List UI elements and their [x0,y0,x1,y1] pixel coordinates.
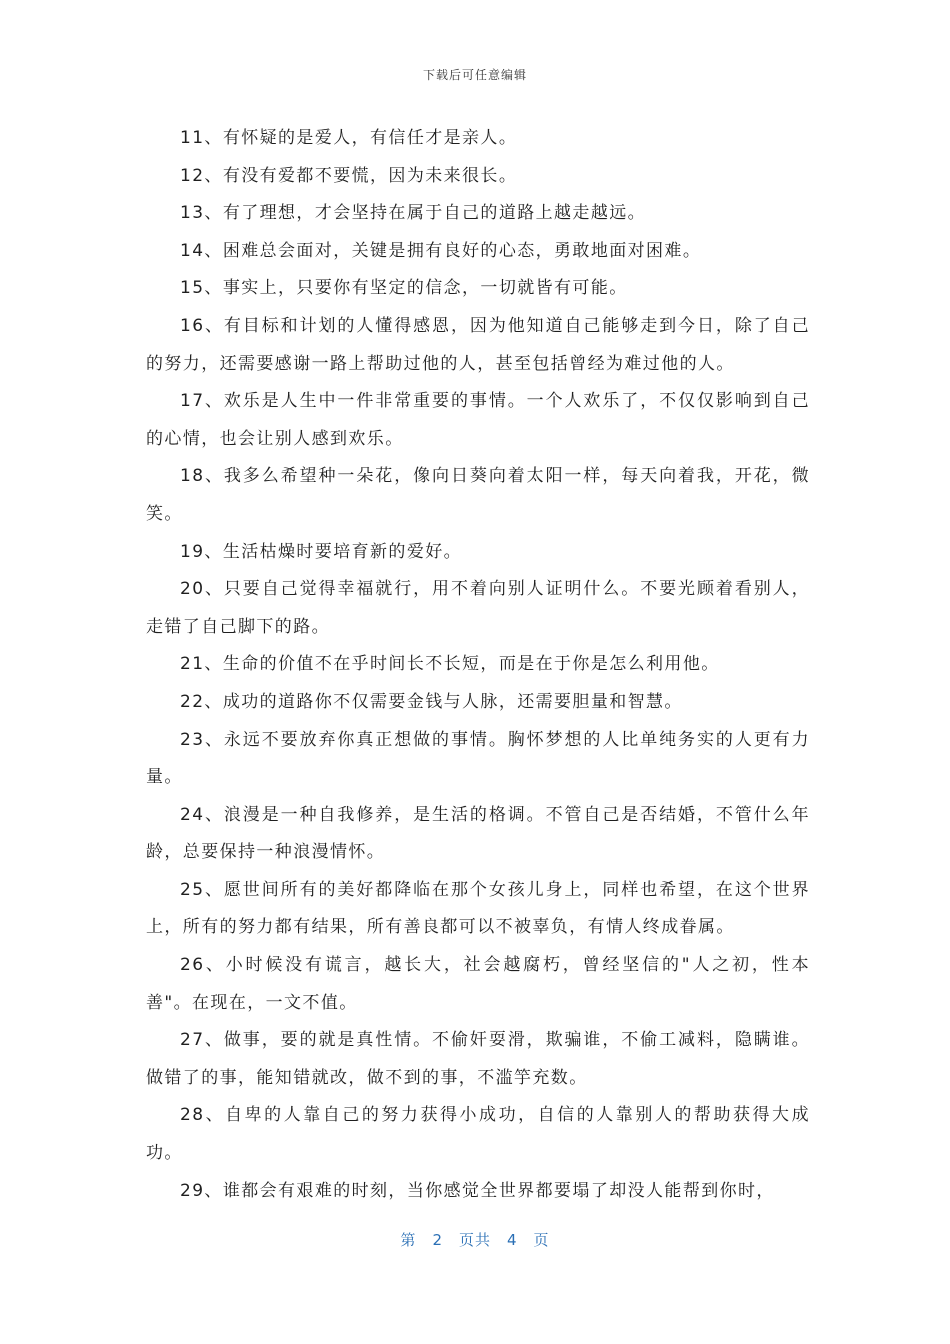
total-pages-number: 4 [507,1231,518,1249]
paragraph-19: 19、生活枯燥时要培育新的爱好。 [180,541,463,562]
document-body [146,120,810,1210]
paragraph-18: 18、我多么希望种一朵花，像向日葵向着太阳一样，每天向着我，开花，微笑。 [146,466,810,524]
paragraph-23: 23、永远不要放弃你真正想做的事情。胸怀梦想的人比单纯务实的人更有力量。 [146,729,810,788]
paragraph-17: 17、欢乐是人生中一件非常重要的事情。一个人欢乐了，不仅仅影响到自己的心情，也会让别人感到欢乐。 [146,391,810,449]
paragraph-26: 26、小时候没有谎言，越长大，社会越腐朽，曾经坚信的"人之初，性本善"。在现在，一文不值。 [146,955,810,1013]
paragraph-28: 28、自卑的人靠自己的努力获得小成功，自信的人靠别人的帮助获得大成功。 [146,1105,810,1164]
paragraph-13: 13、有了理想，才会坚持在属于自己的道路上越走越远。 [180,203,647,224]
paragraph-20: 20、只要自己觉得幸福就行，用不着向别人证明什么。不要光顾着看别人，走错了自己脚下的路。 [146,579,810,637]
paragraph-15: 15、事实上，只要你有坚定的信念，一切就皆有可能。 [180,278,628,299]
paragraph-21: 21、生命的价值不在乎时间长不长短，而是在于你是怎么利用他。 [180,654,720,675]
paragraph-27: 27、做事，要的就是真性情。不偷奸耍滑，欺骗谁，不偷工减料，隐瞒谁。做错了的事，能知错就改，做不到的事，不滥竽充数。 [146,1030,810,1088]
footer-prefix: 第 [400,1231,417,1249]
paragraph-22: 22、成功的道路你不仅需要金钱与人脉，还需要胆量和智慧。 [180,691,683,712]
page-header: 下载后可任意编辑 [422,68,527,82]
paragraph-16: 16、有目标和计划的人懂得感恩，因为他知道自己能够走到今日，除了自己的努力，还需要感谢一路上帮助过他的人，甚至包括曾经为难过他的人。 [146,315,810,374]
paragraph-25: 25、愿世间所有的美好都降临在那个女孩儿身上，同样也希望，在这个世界上，所有的努力都有结果，所有善良都可以不被辜负，有情人终成眷属。 [146,879,810,938]
footer-middle: 页共 [458,1231,491,1249]
paragraph-29: 29、谁都会有艰难的时刻，当你感觉全世界都要塌了却没人能帮到你时， [180,1180,775,1201]
paragraph-12: 12、有没有爱都不要慌，因为未来很长。 [180,165,518,186]
page-footer [0,1229,950,1250]
paragraph-14: 14、困难总会面对，关键是拥有良好的心态，勇敢地面对困难。 [180,240,702,261]
paragraph-24: 24、浪漫是一种自我修养，是生活的格调。不管自己是否结婚，不管什么年龄，总要保持一种浪漫情怀。 [146,804,810,863]
current-page-number: 2 [432,1231,443,1249]
paragraph-11: 11、有怀疑的是爱人，有信任才是亲人。 [180,128,518,148]
footer-suffix: 页 [533,1231,550,1249]
